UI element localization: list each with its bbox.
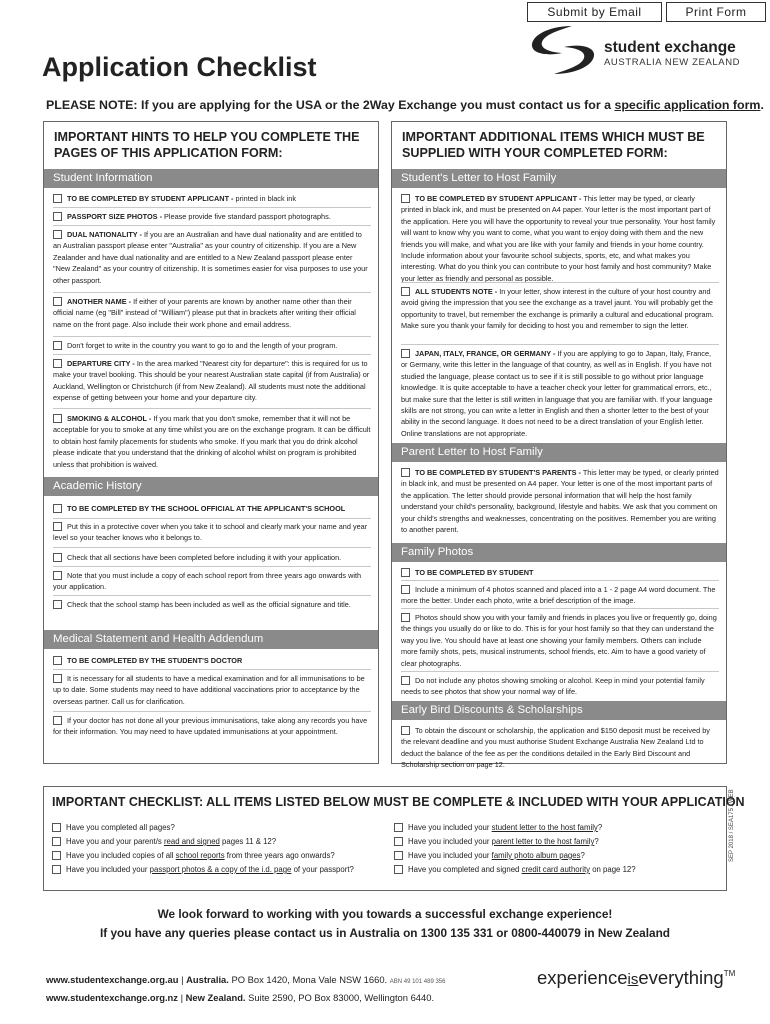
footer-new-zealand: www.studentexchange.org.nz | New Zealand. Suite 2590, PO Box 83000, Wellington 6440. [46, 992, 435, 1003]
document-code: SEP 2018 / SEA175 / WEB [729, 789, 735, 862]
checkbox[interactable] [394, 851, 403, 860]
section-parent-letter: Parent Letter to Host Family [392, 443, 726, 462]
checkbox[interactable] [401, 676, 410, 685]
checkbox[interactable] [53, 656, 62, 665]
checklist-item: Have you included your parent letter to the host family? [394, 837, 599, 847]
additional-items-column [391, 121, 727, 770]
additional-item: TO BE COMPLETED BY STUDENT [401, 567, 719, 578]
additional-item: TO BE COMPLETED BY STUDENT'S PARENTS - This letter may be typed, or clearly printed in black ink, and must be presented on A4 paper. Your letter is one of the most important parts of the application. The letter should provide personal information that will help the host family understand your child's personality, background, lifestyle and habits. We ask that you comment on your child's strengths and weaknesses, concentrating on the positives. Remember you are writing to another parent. [401, 468, 719, 535]
hint-item: DUAL NATIONALITY - If you are an Australian and have dual nationality and are entitled to an Australian passport please enter "Australia" as your country of citizenship. If you are a New Zealander and have dual nationality and are entitled to a New Zealand passport please enter "New Zealand" as your country of citizenship. It is sometimes easier for visa purposes to use your other passport. [53, 230, 368, 285]
hint-item: ANOTHER NAME - If either of your parents are known by another name other than their official name (eg "Bill" instead of "William") please put that in brackets after writing their official name on the front page. Also include their work phone and email address. [53, 297, 356, 329]
additional-item: To obtain the discount or scholarship, the application and $150 deposit must be received by the relevant deadline and you must authorise Student Exchange Australia New Zealand Ltd to deduct the balance of the fee as per the conditions detailed in the Early Bird Discount and Scholarship section on page 12. [401, 726, 710, 770]
page-title: Application Checklist [42, 52, 317, 82]
additional-item: Include a minimum of 4 photos scanned and placed into a 1 - 2 page A4 word document. The more the better. Under each photo, write a brief description of the image. [401, 585, 716, 606]
checkbox[interactable] [53, 414, 62, 423]
specific-application-form-link[interactable]: specific application form [614, 98, 761, 112]
divider [53, 225, 371, 226]
checkbox[interactable] [53, 674, 62, 683]
hints-column [43, 121, 379, 764]
checkbox[interactable] [53, 297, 62, 306]
hint-item: SMOKING & ALCOHOL - If you mark that you don't smoke, remember that it will not be acceptable for you to smoke at any time whilst you are on the exchange program. It can be difficult to obtain host family placements for students who smoke. If you mark that you do drink alcohol please indicate that you understand that the drinking of alcohol whilst on program is prohibited unless that prohibition is waived. [53, 414, 371, 469]
additional-item: TO BE COMPLETED BY STUDENT APPLICANT - This letter may be typed, or clearly printed in black ink, and must be presented on A4 paper. Your letter is the most important part of the application. Here you will have the opportunity to reveal your true personality. Your host family will want to know why you want to come, what you want to enjoy doing with them and the new friends you will make, and what you are like with your family and friends in your home country. Include information about your favourite school subjects, sports, etc, and what makes you interesting. What do you think you can contribute to your host family and host community? Make your letter as friendly and personal as possible. [401, 194, 716, 283]
closing-line-2: If you have any queries please contact us in Australia on 1300 135 331 or 0800-440079 in New Zealand [99, 926, 670, 940]
tagline: experienceiseverything™ [537, 967, 736, 988]
hint-item: TO BE COMPLETED BY STUDENT APPLICANT - printed in black ink [53, 193, 371, 204]
divider [53, 566, 371, 567]
checkbox[interactable] [53, 230, 62, 239]
footer-australia: www.studentexchange.org.au | Australia. PO Box 1420, Mona Vale NSW 1660. ABN 49 101 489 356 [46, 974, 446, 985]
footer-contacts [46, 972, 445, 1005]
additional-items-heading: IMPORTANT ADDITIONAL ITEMS WHICH MUST BE SUPPLIED WITH YOUR COMPLETED FORM: [402, 130, 705, 160]
checkbox[interactable] [53, 600, 62, 609]
divider [53, 292, 371, 293]
checklist-item: Have you included your passport photos & a copy of the i.d. page of your passport? [52, 865, 354, 875]
checkbox[interactable] [401, 726, 410, 735]
checkbox[interactable] [53, 553, 62, 562]
divider [53, 595, 371, 596]
divider [53, 207, 371, 208]
print-form-button[interactable]: Print Form [666, 2, 766, 22]
section-student-letter: Student's Letter to Host Family [392, 169, 726, 188]
hints-heading: IMPORTANT HINTS TO HELP YOU COMPLETE THE PAGES OF THIS APPLICATION FORM: [54, 130, 360, 160]
hint-item: DEPARTURE CITY - In the area marked "Nearest city for departure": this is required for us to make your travel booking. This should be your nearest Australian state capital (if from Australia) or Auckland, Wellington or Christchurch (if from New Zealand). All students must note the additional expense of getting between your home and your departure city. [53, 359, 370, 403]
section-medical-statement: Medical Statement and Health Addendum [44, 630, 378, 649]
closing-message [0, 905, 770, 943]
divider [401, 671, 719, 672]
checkbox[interactable] [401, 468, 410, 477]
divider [53, 711, 371, 712]
hint-item: Note that you must include a copy of each school report from three years ago onwards with your application. [53, 571, 362, 592]
checkbox[interactable] [401, 287, 410, 296]
hint-item: TO BE COMPLETED BY THE STUDENT'S DOCTOR [53, 655, 371, 666]
checklist-item: Have you and your parent/s read and signed pages 11 & 12? [52, 837, 276, 847]
checklist-item: Have you included your family photo album pages? [394, 851, 585, 861]
hint-item: Put this in a protective cover when you take it to school and clearly mark your name and year level so your teacher knows who it belongs to. [53, 522, 368, 543]
divider [401, 580, 719, 581]
checkbox[interactable] [52, 837, 61, 846]
hint-item: Check that all sections have been completed before including it with your application. [53, 552, 371, 563]
student-exchange-logo [526, 22, 770, 77]
nz-website-link[interactable]: www.studentexchange.org.nz [46, 992, 178, 1003]
swirl-logo-icon [526, 22, 601, 77]
closing-line-1: We look forward to working with you towards a successful exchange experience! [157, 907, 613, 921]
section-family-photos: Family Photos [392, 543, 726, 562]
additional-item: JAPAN, ITALY, FRANCE, OR GERMANY - If you are applying to go to Japan, Italy, France, or Germany, write this letter in the language of that country, as well as in English. If you have not studied the language, please contact us to see if it is still possible to go without prior language knowledge. It is quite acceptable to have a teacher check your letter for grammatical errors, etc., but make sure that the letter is still written in language that you are familiar with. If your language skills are not strong, you can write a letter in English and then a shorter letter to the best of your ability in the second language. It does not need to be a direct translation of your English letter. Online translations are not appropriate. [401, 349, 713, 438]
additional-item: Photos should show you with your family and friends in places you live or frequently go, doing the things you usually do or like to do. This is for your host family so that they can understand the way you live. You should have at least one showing your family members. Others can include more family shots, pets, musical instruments, school friends, etc. Aim to have a good variety of clear photographs. [401, 613, 717, 668]
au-website-link[interactable]: www.studentexchange.org.au [46, 974, 179, 985]
divider [53, 518, 371, 519]
checklist-item: Have you completed all pages? [52, 823, 175, 833]
checkbox[interactable] [401, 349, 410, 358]
checkbox[interactable] [53, 341, 62, 350]
divider [53, 547, 371, 548]
abn: ABN 49 101 489 356 [389, 979, 446, 985]
checkbox[interactable] [52, 823, 61, 832]
checkbox[interactable] [53, 212, 62, 221]
checkbox[interactable] [401, 568, 410, 577]
divider [401, 344, 719, 345]
checkbox[interactable] [53, 571, 62, 580]
checkbox[interactable] [53, 716, 62, 725]
checkbox[interactable] [394, 837, 403, 846]
divider [401, 608, 719, 609]
section-early-bird: Early Bird Discounts & Scholarships [392, 701, 726, 720]
note-prefix: PLEASE NOTE: If you are applying for the USA or the 2Way Exchange you must contact us for a [46, 98, 615, 112]
checkbox[interactable] [401, 613, 410, 622]
additional-item: ALL STUDENTS NOTE - In your letter, show interest in the culture of your host country and avoid giving the impression that you see the exchange as a travel jaunt. You will probably get the opportunity to travel, but remember the exchange is primarily a cultural and educational program. Make sure you thank your family for deciding to host you and remember to sign the letter. [401, 287, 714, 331]
checkbox[interactable] [394, 865, 403, 874]
divider [53, 408, 371, 409]
hint-item: Don't forget to write in the country you want to go to and the length of your program. [53, 340, 371, 351]
hint-item: If your doctor has not done all your previous immunisations, take along any records you have for their information. You may need to have updated immunisations at your appointment. [53, 716, 368, 737]
checkbox[interactable] [53, 504, 62, 513]
please-note [46, 98, 764, 112]
checkbox[interactable] [53, 359, 62, 368]
checkbox[interactable] [401, 194, 410, 203]
note-suffix: . [760, 98, 764, 112]
section-student-information: Student Information [44, 169, 378, 188]
checklist-item: Have you included copies of all school reports from three years ago onwards? [52, 851, 335, 861]
checklist-item: Have you included your student letter to the host family? [394, 823, 602, 833]
checkbox[interactable] [53, 194, 62, 203]
divider [53, 669, 371, 670]
divider [401, 282, 719, 283]
checklist-title: IMPORTANT CHECKLIST: ALL ITEMS LISTED BELOW MUST BE COMPLETE & INCLUDED WITH YOUR APPLICATION [52, 795, 745, 809]
checkbox[interactable] [52, 865, 61, 874]
logo-subtitle: AUSTRALIA NEW ZEALAND [604, 57, 741, 68]
submit-by-email-button[interactable]: Submit by Email [527, 2, 662, 22]
checklist-item: Have you completed and signed credit card authority on page 12? [394, 865, 636, 875]
section-academic-history: Academic History [44, 477, 378, 496]
checkbox[interactable] [53, 522, 62, 531]
hint-item: PASSPORT SIZE PHOTOS - Please provide five standard passport photographs. [53, 211, 371, 222]
hint-item: Check that the school stamp has been included as well as the official signature and title. [53, 599, 371, 610]
divider [53, 336, 371, 337]
checkbox[interactable] [394, 823, 403, 832]
divider [53, 354, 371, 355]
logo-name: student exchange [604, 39, 736, 56]
checkbox[interactable] [401, 585, 410, 594]
hint-item: TO BE COMPLETED BY THE SCHOOL OFFICIAL AT THE APPLICANT'S SCHOOL [53, 503, 371, 514]
checkbox[interactable] [52, 851, 61, 860]
additional-item: Do not include any photos showing smoking or alcohol. Keep in mind your potential family needs to see photos that show your normal way of life. [401, 676, 705, 697]
hint-item: It is necessary for all students to have a medical examination and for all immunisations to be up to date. Some students may need to have additional vaccinations prior to acceptance by the overseas partner. Call us for clarification. [53, 674, 365, 706]
